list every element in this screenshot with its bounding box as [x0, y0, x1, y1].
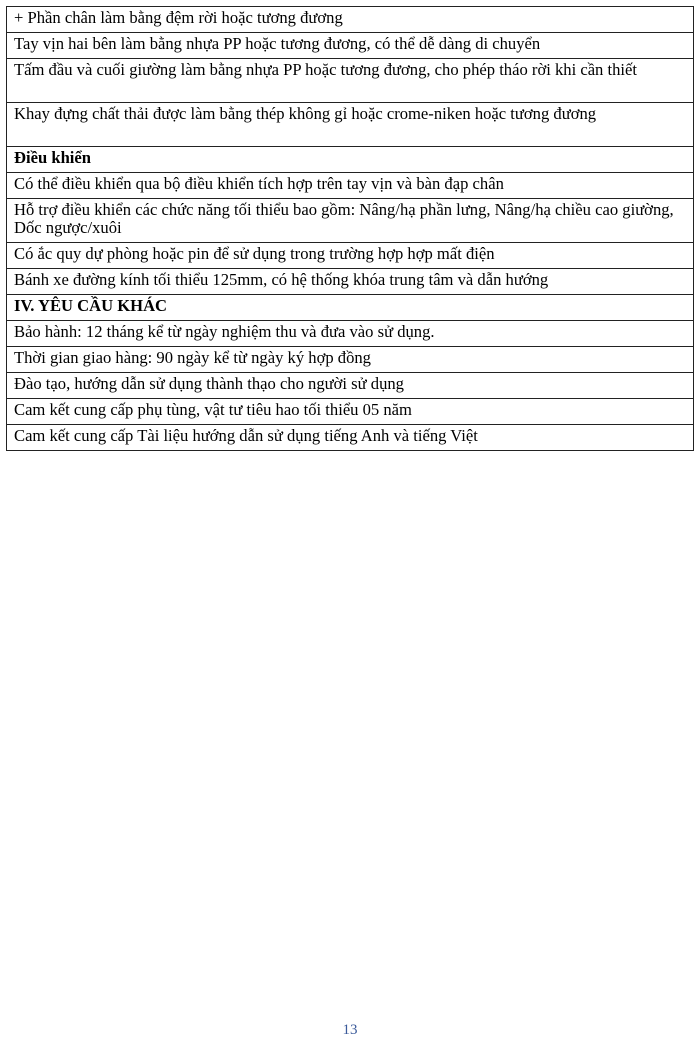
table-row — [7, 199, 694, 243]
table-cell: Khay đựng chất thải được làm bằng thép không gỉ hoặc crome-niken hoặc tương đương — [7, 103, 694, 147]
table-row — [7, 269, 694, 295]
table-cell: Tay vịn hai bên làm bằng nhựa PP hoặc tương đương, có thể dễ dàng di chuyển — [7, 33, 694, 59]
table-row — [7, 399, 694, 425]
page-number: 13 — [342, 1022, 358, 1038]
section-heading-other-requirements: IV. YÊU CẦU KHÁC — [7, 295, 694, 321]
table-row — [7, 173, 694, 199]
section-heading-control: Điều khiển — [7, 147, 694, 173]
section-heading-row — [7, 147, 694, 173]
table-cell: Cam kết cung cấp Tài liệu hướng dẫn sử dụng tiếng Anh và tiếng Việt — [7, 425, 694, 451]
table-row — [7, 33, 694, 59]
table-cell: Bánh xe đường kính tối thiểu 125mm, có hệ thống khóa trung tâm và dẫn hướng — [7, 269, 694, 295]
table-row — [7, 243, 694, 269]
table-row — [7, 103, 694, 147]
table-row — [7, 347, 694, 373]
section-heading-row — [7, 295, 694, 321]
table-cell: + Phần chân làm bằng đệm rời hoặc tương đương — [7, 7, 694, 33]
table-cell: Đào tạo, hướng dẫn sử dụng thành thạo cho người sử dụng — [7, 373, 694, 399]
table-cell: Cam kết cung cấp phụ tùng, vật tư tiêu hao tối thiểu 05 năm — [7, 399, 694, 425]
table-cell: Thời gian giao hàng: 90 ngày kể từ ngày ký hợp đồng — [7, 347, 694, 373]
table-row — [7, 321, 694, 347]
table-cell: Có ắc quy dự phòng hoặc pin để sử dụng trong trường hợp hợp mất điện — [7, 243, 694, 269]
table-row — [7, 59, 694, 103]
table-cell: Hỗ trợ điều khiển các chức năng tối thiểu bao gồm: Nâng/hạ phần lưng, Nâng/hạ chiều cao giường, Dốc ngược/xuôi — [7, 199, 694, 243]
table-cell: Tấm đầu và cuối giường làm bằng nhựa PP hoặc tương đương, cho phép tháo rời khi cần thiết — [7, 59, 694, 103]
specification-table — [6, 6, 694, 451]
table-cell: Bảo hành: 12 tháng kể từ ngày nghiệm thu và đưa vào sử dụng. — [7, 321, 694, 347]
table-cell: Có thể điều khiển qua bộ điều khiển tích hợp trên tay vịn và bàn đạp chân — [7, 173, 694, 199]
table-row — [7, 373, 694, 399]
table-row — [7, 425, 694, 451]
table-row — [7, 7, 694, 33]
